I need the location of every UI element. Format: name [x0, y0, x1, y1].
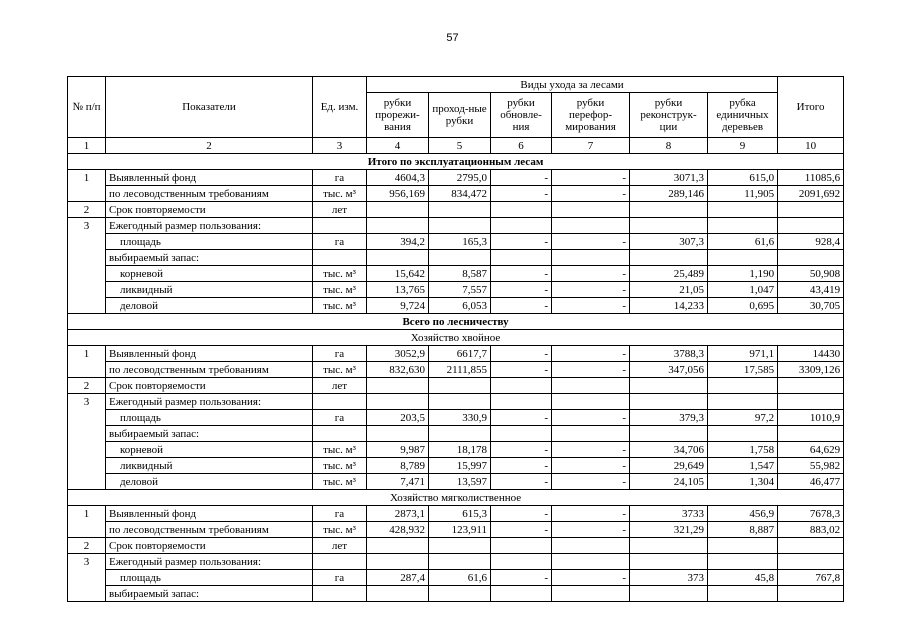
- cell: 1,758: [708, 442, 778, 458]
- col-header-single-trees: рубка единичных деревьев: [708, 93, 778, 138]
- subsection-title: Хозяйство хвойное: [68, 330, 844, 346]
- cell: 14,233: [630, 298, 708, 314]
- table-row: [68, 218, 844, 234]
- cell: 307,3: [630, 234, 708, 250]
- cell: 3733: [630, 506, 708, 522]
- cell: 8,587: [429, 266, 491, 282]
- cell: 97,2: [708, 410, 778, 426]
- col-header-group: Виды ухода за лесами: [367, 77, 778, 93]
- row-unit: га: [313, 234, 367, 250]
- row-label: ликвидный: [106, 458, 313, 474]
- cell: 832,630: [367, 362, 429, 378]
- cell: 347,056: [630, 362, 708, 378]
- cell: 373: [630, 570, 708, 586]
- cell: -: [552, 410, 630, 426]
- cell: 13,765: [367, 282, 429, 298]
- row-label: выбираемый запас:: [106, 250, 313, 266]
- row-number: 2: [68, 202, 106, 218]
- cell: 7678,3: [778, 506, 844, 522]
- row-label: Выявленный фонд: [106, 170, 313, 186]
- cell: 883,02: [778, 522, 844, 538]
- row-number: 2: [68, 538, 106, 554]
- cell: -: [491, 442, 552, 458]
- cell: 55,982: [778, 458, 844, 474]
- table-row: [68, 554, 844, 570]
- cell: 9,987: [367, 442, 429, 458]
- col-header-reformation: рубки перефор-мирования: [552, 93, 630, 138]
- cell: 13,597: [429, 474, 491, 490]
- row-unit: га: [313, 170, 367, 186]
- row-number: 1: [68, 506, 106, 522]
- table-row: [68, 410, 844, 426]
- row-number: 3: [68, 218, 106, 234]
- cell: 34,706: [630, 442, 708, 458]
- row-unit: га: [313, 506, 367, 522]
- cell: 956,169: [367, 186, 429, 202]
- cell: -: [491, 458, 552, 474]
- cell: 8,887: [708, 522, 778, 538]
- col-number: 4: [367, 138, 429, 154]
- cell: 15,997: [429, 458, 491, 474]
- section-title: Всего по лесничеству: [68, 314, 844, 330]
- cell: -: [491, 410, 552, 426]
- cell: 289,146: [630, 186, 708, 202]
- row-unit: га: [313, 346, 367, 362]
- row-label: выбираемый запас:: [106, 426, 313, 442]
- row-label: площадь: [106, 570, 313, 586]
- cell: -: [491, 266, 552, 282]
- col-number: 10: [778, 138, 844, 154]
- row-unit: лет: [313, 378, 367, 394]
- col-number: 9: [708, 138, 778, 154]
- table-row: [68, 170, 844, 186]
- cell: 928,4: [778, 234, 844, 250]
- row-unit: тыс. м³: [313, 298, 367, 314]
- table-row: [68, 362, 844, 378]
- col-header-no: № п/п: [68, 77, 106, 138]
- cell: 165,3: [429, 234, 491, 250]
- cell: -: [552, 442, 630, 458]
- col-number: 2: [106, 138, 313, 154]
- cell: 14430: [778, 346, 844, 362]
- col-number: 1: [68, 138, 106, 154]
- cell: 1,547: [708, 458, 778, 474]
- row-label: ликвидный: [106, 282, 313, 298]
- cell: 45,8: [708, 570, 778, 586]
- cell: -: [552, 362, 630, 378]
- row-label: Ежегодный размер пользования:: [106, 394, 313, 410]
- cell: -: [491, 506, 552, 522]
- row-label: выбираемый запас:: [106, 586, 313, 602]
- cell: 61,6: [429, 570, 491, 586]
- cell: 9,724: [367, 298, 429, 314]
- cell: 2873,1: [367, 506, 429, 522]
- row-label: Ежегодный размер пользования:: [106, 218, 313, 234]
- subsection-title: Хозяйство мягколиственное: [68, 490, 844, 506]
- cell: -: [552, 570, 630, 586]
- row-unit: тыс. м³: [313, 266, 367, 282]
- cell: -: [552, 170, 630, 186]
- cell: 46,477: [778, 474, 844, 490]
- cell: 321,29: [630, 522, 708, 538]
- cell: -: [491, 474, 552, 490]
- cell: 1,047: [708, 282, 778, 298]
- table-row: [68, 234, 844, 250]
- row-unit: га: [313, 570, 367, 586]
- cell: 8,789: [367, 458, 429, 474]
- row-unit: тыс. м³: [313, 522, 367, 538]
- cell: 3071,3: [630, 170, 708, 186]
- cell: 0,695: [708, 298, 778, 314]
- page-number: 57: [446, 32, 459, 44]
- cell: 6,053: [429, 298, 491, 314]
- col-header-unit: Ед. изм.: [313, 77, 367, 138]
- cell: -: [552, 186, 630, 202]
- row-label: деловой: [106, 474, 313, 490]
- cell: 2111,855: [429, 362, 491, 378]
- cell: -: [552, 346, 630, 362]
- col-number: 7: [552, 138, 630, 154]
- row-label: Срок повторяемости: [106, 538, 313, 554]
- cell: 971,1: [708, 346, 778, 362]
- cell: -: [491, 570, 552, 586]
- row-unit: тыс. м³: [313, 474, 367, 490]
- cell: 4604,3: [367, 170, 429, 186]
- row-number: 2: [68, 378, 106, 394]
- forest-care-table: [67, 76, 844, 602]
- section-title: Итого по эксплуатационным лесам: [68, 154, 844, 170]
- table-row: [68, 442, 844, 458]
- cell: -: [552, 506, 630, 522]
- row-unit: га: [313, 410, 367, 426]
- cell: -: [552, 298, 630, 314]
- table-row: [68, 474, 844, 490]
- cell: 379,3: [630, 410, 708, 426]
- cell: 3309,126: [778, 362, 844, 378]
- cell: -: [552, 458, 630, 474]
- cell: 15,642: [367, 266, 429, 282]
- cell: 123,911: [429, 522, 491, 538]
- cell: 615,0: [708, 170, 778, 186]
- cell: 3788,3: [630, 346, 708, 362]
- row-label: Ежегодный размер пользования:: [106, 554, 313, 570]
- cell: 11,905: [708, 186, 778, 202]
- cell: 428,932: [367, 522, 429, 538]
- cell: -: [491, 234, 552, 250]
- cell: 24,105: [630, 474, 708, 490]
- cell: -: [491, 522, 552, 538]
- table-row: [68, 586, 844, 602]
- row-label: Выявленный фонд: [106, 506, 313, 522]
- col-header-thinning: рубки прорежи-вания: [367, 93, 429, 138]
- cell: -: [491, 346, 552, 362]
- table-row: [68, 506, 844, 522]
- col-header-reconstruction: рубки реконструк-ции: [630, 93, 708, 138]
- row-number: 3: [68, 554, 106, 570]
- row-unit: лет: [313, 202, 367, 218]
- col-header-total: Итого: [778, 77, 844, 138]
- cell: 394,2: [367, 234, 429, 250]
- cell: 6617,7: [429, 346, 491, 362]
- cell: 203,5: [367, 410, 429, 426]
- row-unit: тыс. м³: [313, 282, 367, 298]
- col-number: 3: [313, 138, 367, 154]
- row-label: корневой: [106, 266, 313, 282]
- table-row: [68, 570, 844, 586]
- row-label: деловой: [106, 298, 313, 314]
- row-unit: тыс. м³: [313, 362, 367, 378]
- cell: 1,304: [708, 474, 778, 490]
- table-row: [68, 522, 844, 538]
- cell: 7,557: [429, 282, 491, 298]
- table-row: [68, 426, 844, 442]
- table-row: [68, 266, 844, 282]
- col-number: 6: [491, 138, 552, 154]
- cell: 834,472: [429, 186, 491, 202]
- table-row: [68, 282, 844, 298]
- cell: 43,419: [778, 282, 844, 298]
- cell: -: [491, 186, 552, 202]
- row-label: площадь: [106, 234, 313, 250]
- cell: 615,3: [429, 506, 491, 522]
- table-row: [68, 458, 844, 474]
- table-row: [68, 202, 844, 218]
- cell: -: [491, 298, 552, 314]
- cell: 50,908: [778, 266, 844, 282]
- table-row: [68, 186, 844, 202]
- cell: 7,471: [367, 474, 429, 490]
- cell: -: [491, 282, 552, 298]
- cell: 11085,6: [778, 170, 844, 186]
- cell: -: [552, 474, 630, 490]
- row-unit: лет: [313, 538, 367, 554]
- row-unit: тыс. м³: [313, 458, 367, 474]
- row-label: Выявленный фонд: [106, 346, 313, 362]
- col-number: 8: [630, 138, 708, 154]
- row-label: по лесоводственным требованиям: [106, 522, 313, 538]
- cell: -: [552, 522, 630, 538]
- cell: 287,4: [367, 570, 429, 586]
- cell: -: [552, 266, 630, 282]
- cell: 61,6: [708, 234, 778, 250]
- cell: 21,05: [630, 282, 708, 298]
- cell: 1010,9: [778, 410, 844, 426]
- cell: 767,8: [778, 570, 844, 586]
- row-unit: тыс. м³: [313, 442, 367, 458]
- table-row: [68, 298, 844, 314]
- row-number: 1: [68, 346, 106, 362]
- col-number: 5: [429, 138, 491, 154]
- cell: 17,585: [708, 362, 778, 378]
- cell: -: [491, 170, 552, 186]
- cell: 25,489: [630, 266, 708, 282]
- cell: -: [552, 234, 630, 250]
- cell: 330,9: [429, 410, 491, 426]
- row-label: корневой: [106, 442, 313, 458]
- cell: 3052,9: [367, 346, 429, 362]
- row-label: по лесоводственным требованиям: [106, 362, 313, 378]
- table-row: [68, 538, 844, 554]
- cell: 2795,0: [429, 170, 491, 186]
- cell: 2091,692: [778, 186, 844, 202]
- row-number: 3: [68, 394, 106, 410]
- col-header-indicators: Показатели: [106, 77, 313, 138]
- table-row: [68, 250, 844, 266]
- cell: 29,649: [630, 458, 708, 474]
- cell: 456,9: [708, 506, 778, 522]
- cell: 18,178: [429, 442, 491, 458]
- cell: -: [552, 282, 630, 298]
- row-label: Срок повторяемости: [106, 378, 313, 394]
- table-row: [68, 346, 844, 362]
- row-number: 1: [68, 170, 106, 186]
- table-row: [68, 394, 844, 410]
- cell: 64,629: [778, 442, 844, 458]
- cell: -: [491, 362, 552, 378]
- table-row: [68, 378, 844, 394]
- col-header-passing: проход-ные рубки: [429, 93, 491, 138]
- cell: 1,190: [708, 266, 778, 282]
- row-label: по лесоводственным требованиям: [106, 186, 313, 202]
- row-label: Срок повторяемости: [106, 202, 313, 218]
- cell: 30,705: [778, 298, 844, 314]
- row-label: площадь: [106, 410, 313, 426]
- col-header-renewal: рубки обновле-ния: [491, 93, 552, 138]
- row-unit: тыс. м³: [313, 186, 367, 202]
